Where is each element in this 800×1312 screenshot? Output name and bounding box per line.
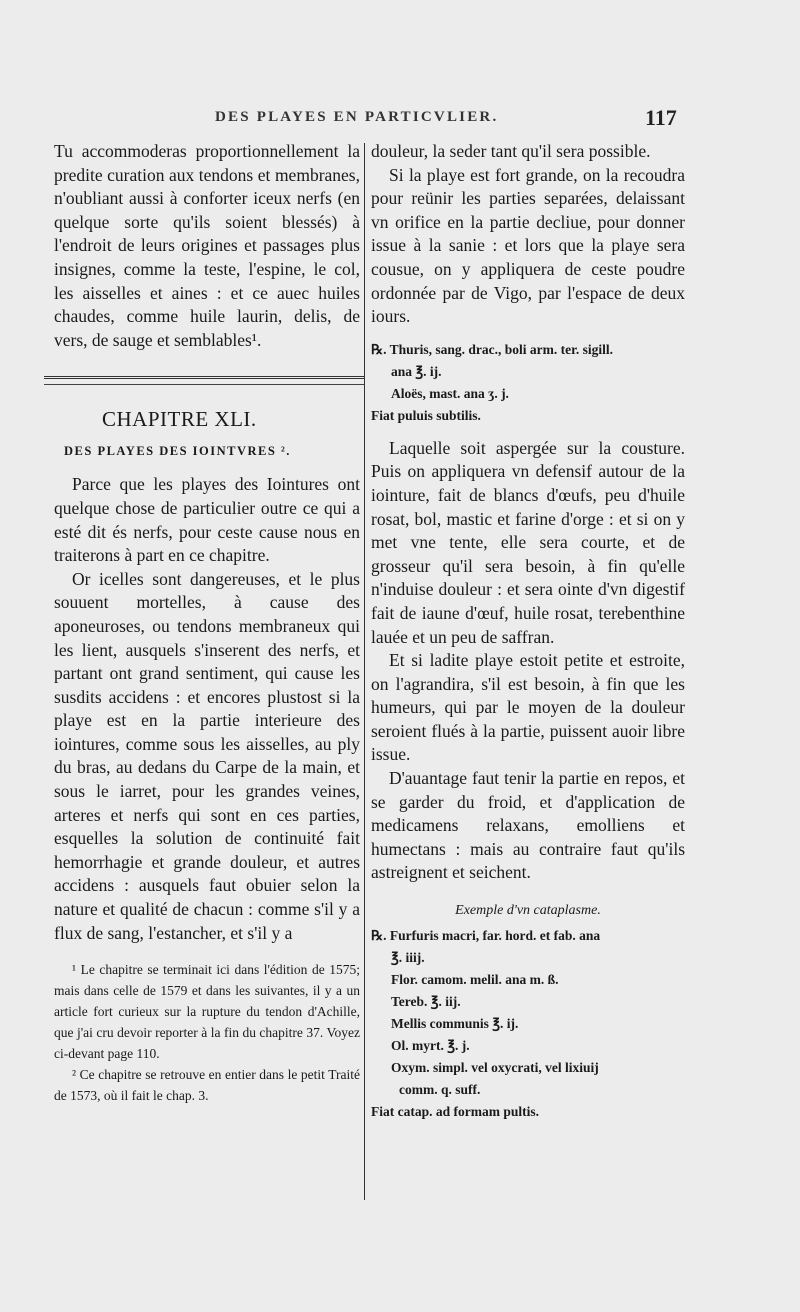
chapter-subtitle: DES PLAYES DES IOINTVRES ². — [64, 444, 291, 459]
running-head — [0, 105, 800, 133]
recipe-line: Fiat puluis subtilis. — [371, 407, 481, 423]
paragraph: Laquelle soit aspergée sur la cousture. Puis on appliquera vn defensif autour de la iointure, fait de blancs d'œufs, peu d'huile rosat, bol, mastic et farine d'orge : et si on y met vne tente, elle sera courte, et de grosseur qu'il sera besoin, à fin qu'elle n'induise douleur : et sera ointe d'vn digestif fait de iaune d'œuf, huile rosat, terebenthine lauée et un peu de saffran. — [371, 437, 685, 647]
recipe-line: Ol. myrt. ℥. j. — [391, 1038, 470, 1054]
running-title: DES PLAYES EN PARTICVLIER. — [215, 109, 499, 125]
column-rule — [364, 143, 365, 1200]
paragraph: Et si ladite playe estoit petite et estroite, on l'agrandira, s'il est besoin, à fin que les humeurs, qui par le moyen de la douleur seroient flués à la partie, puissent auoir libre issue. — [371, 650, 685, 765]
right-column — [371, 140, 685, 1123]
recipe-line: Oxym. simpl. vel oxycrati, vel lixiuij — [391, 1060, 599, 1076]
recipe-line: comm. q. suff. — [399, 1082, 481, 1098]
footnote: ² Ce chapitre se retrouve en entier dans le petit Traité de 1573, où il fait le chap. 3. — [54, 1067, 360, 1104]
recipe-line: Flor. camom. melil. ana m. ß. — [391, 972, 559, 988]
paragraph: douleur, la seder tant qu'il sera possible. — [371, 141, 651, 161]
left-column — [54, 140, 360, 1106]
paragraph: Si la playe est fort grande, on la recoudra pour reünir les parties separées, delaissant vn orifice en la partie decliue, pour donner issue à la sanie : et lors que la playe sera cousue, on y appliquera de ceste poudre ordonnée par de Vigo, par l'espace de deux iours. — [371, 164, 685, 327]
recipe-line: ana ℥. ij. — [391, 363, 442, 379]
recipe-line: Mellis communis ℥. ij. — [391, 1016, 519, 1032]
paragraph: Parce que les playes des Iointures ont quelque chose de particulier outre ce qui a esté dit és nerfs, pour ceste cause nous en traiterons à part en ce chapitre. — [54, 474, 360, 566]
recipe-line: ℞. Furfuris macri, far. hord. et fab. ana — [371, 928, 601, 944]
chapter-divider-thin — [44, 384, 364, 385]
page-number: 117 — [645, 105, 677, 130]
recipe — [371, 339, 685, 427]
recipe-line: ℞. Thuris, sang. drac., boli arm. ter. sigill. — [371, 341, 613, 357]
recipe-line: Aloës, mast. ana ʒ. j. — [391, 385, 509, 401]
chapter-title: CHAPITRE XLI. — [102, 407, 257, 432]
recipe-line: Fiat catap. ad formam pultis. — [371, 1104, 539, 1120]
paragraph: Or icelles sont dangereuses, et le plus souuent mortelles, à cause des aponeuroses, ou tendons membraneux qui les lient, ausquels s'inserent des nerfs, et partant ont grand sentiment, qui cause les susdits accidens : et encores plustost si la playe est en la partie interieure des iointures, comme sous les aisselles, au ply du bras, au dedans du Carpe de la main, et sous le iarret, pour les grandes veines, arteres et nerfs qui sont en ces parties, esquelles la solution de continuité fait hemorrhagie et grande douleur, et autres accidens : ausquels faut obuier selon la nature et qualité de chacun : comme s'il y a flux de sang, l'estancher, et s'il y a — [54, 568, 360, 943]
recipe — [371, 925, 685, 1123]
paragraph: D'auantage faut tenir la partie en repos, et se garder du froid, et d'application de medicamens relaxans, emolliens et humectans : mais au contraire faut qu'ils astreignent et seichent. — [371, 768, 685, 883]
recipe-line: ℥. iiij. — [391, 950, 425, 966]
footnote: ¹ Le chapitre se terminait ici dans l'édition de 1575; mais dans celle de 1579 et dans les suivantes, il y a un article fort curieux sur la rupture du tendon d'Achille, que j'ai cru devoir reporter à la fin du chapitre 37. Voyez ci-devant page 110. — [54, 962, 360, 1062]
recipe-line: Tereb. ℥. iij. — [391, 994, 461, 1010]
paragraph: Tu accommoderas proportionnellement la predite curation aux tendons et membranes, n'oubliant aussi à conforter iceux nerfs (en quelque sorte qu'ils soient blessés) à l'endroit de leurs origines et passages plus insignes, comme la teste, l'espine, le col, les aisselles et aines : et ce auec huiles chaudes, comme huile laurin, delis, de vers, de sauge et semblables¹. — [54, 141, 360, 350]
recipe-title: Exemple d'vn cataplasme. — [455, 903, 601, 919]
chapter-divider — [44, 376, 364, 381]
